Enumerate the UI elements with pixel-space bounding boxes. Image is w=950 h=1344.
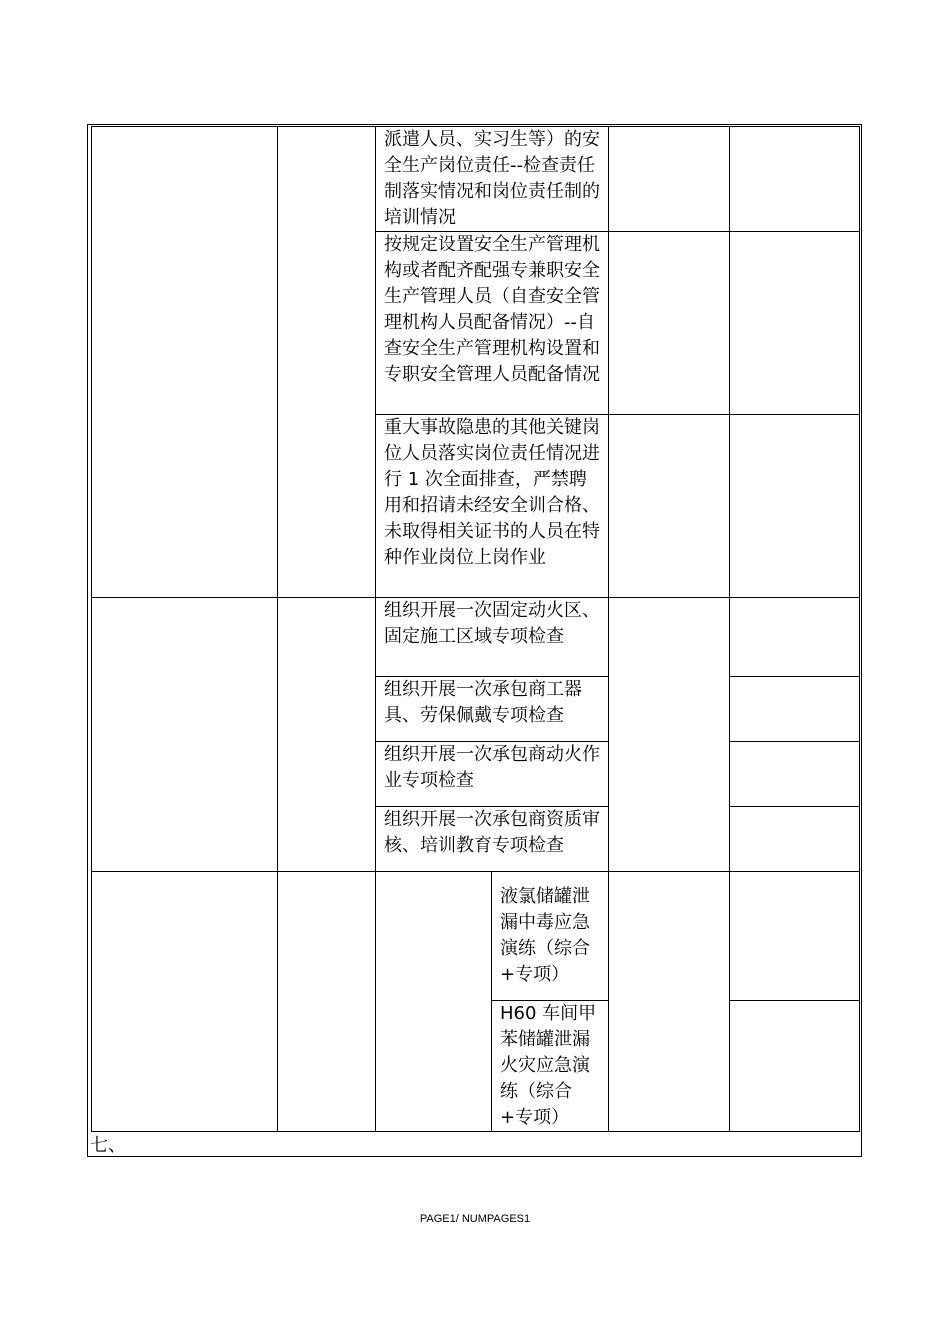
table-cell-item: 重大事故隐患的其他关键岗位人员落实岗位责任情况进行 1 次全面排查，严禁聘用和招请未经安全训合格、未取得相关证书的人员在特种作业岗位上岗作业 — [376, 415, 609, 598]
table-cell-drill: 液氯储罐泄漏中毒应急演练（综合+专项） — [492, 872, 609, 1001]
table-cell — [730, 872, 860, 1001]
table-cell — [730, 742, 860, 807]
table-cell — [609, 598, 730, 872]
table-cell-item: 组织开展一次承包商资质审核、培训教育专项检查 — [376, 807, 609, 872]
table-cell — [278, 872, 376, 1132]
table-cell — [730, 415, 860, 598]
table-cell-item: 组织开展一次固定动火区、固定施工区域专项检查 — [376, 598, 609, 677]
table-cell-item: 按规定设置安全生产管理机构或者配齐配强专兼职安全生产管理人员（自查安全管理机构人员配备情况）--自查安全生产管理机构设置和专职安全管理人员配备情况 — [376, 232, 609, 415]
table-cell — [609, 127, 730, 232]
table-row — [92, 127, 860, 232]
table-cell — [278, 127, 376, 598]
table-cell — [730, 807, 860, 872]
table-cell — [730, 1001, 860, 1132]
table-cell-item: 派遣人员、实习生等）的安全生产岗位责任--检查责任制落实情况和岗位责任制的培训情况 — [376, 127, 609, 232]
inspection-table — [91, 126, 860, 1132]
table-cell-item: 组织开展一次承包商动火作业专项检查 — [376, 742, 609, 807]
table-cell — [278, 598, 376, 872]
table-cell — [730, 598, 860, 677]
table-cell — [92, 598, 278, 872]
table-cell-item: 组织开展一次承包商工器具、劳保佩戴专项检查 — [376, 677, 609, 742]
table-row — [92, 872, 860, 1001]
table-cell — [730, 677, 860, 742]
table-cell — [609, 872, 730, 1132]
table-cell — [609, 232, 730, 415]
table-cell — [92, 127, 278, 598]
table-row — [92, 598, 860, 677]
page-footer: PAGE1/ NUMPAGES1 — [419, 1213, 531, 1225]
table-cell-drill: H60 车间甲苯储罐泄漏火灾应急演练（综合+专项） — [492, 1001, 609, 1132]
table-cell — [92, 872, 278, 1132]
table-cell — [609, 415, 730, 598]
table-cell — [730, 232, 860, 415]
table-cell — [730, 127, 860, 232]
table-cell — [376, 872, 492, 1132]
section-label: 七、 — [90, 1135, 126, 1156]
